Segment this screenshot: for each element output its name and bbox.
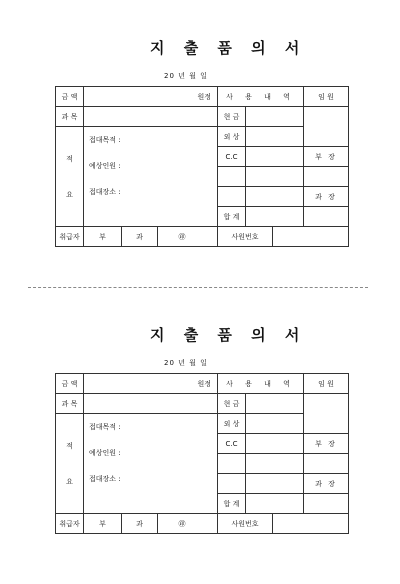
- manager-sign[interactable]: [304, 454, 349, 474]
- expected-people-label: 예상인원 :: [89, 162, 121, 170]
- handler-label: 취급자: [56, 514, 84, 534]
- total-field[interactable]: [246, 494, 304, 514]
- cash-label: 현 금: [218, 107, 246, 127]
- card-label: C.C: [218, 434, 246, 454]
- cash-field[interactable]: [246, 107, 304, 127]
- cut-line: [28, 287, 368, 288]
- summary-label: 적 요: [56, 414, 84, 514]
- blank-cell[interactable]: [218, 454, 246, 474]
- amount-field[interactable]: 원정: [84, 374, 218, 394]
- approver-label: 임 원: [304, 374, 349, 394]
- section-chief-label: 과 장: [304, 187, 349, 207]
- approver-sign[interactable]: [304, 394, 349, 434]
- card-field[interactable]: [246, 434, 304, 454]
- purpose-label: 접대목적 :: [89, 423, 121, 431]
- date-line: 20 년 월 일: [164, 359, 208, 367]
- total-field[interactable]: [246, 207, 304, 227]
- handler-label: 취급자: [56, 227, 84, 247]
- total-label: 합 계: [218, 207, 246, 227]
- dept-label: 부: [84, 514, 122, 534]
- credit-field[interactable]: [246, 414, 304, 434]
- amount-label: 금 액: [56, 374, 84, 394]
- blank-field[interactable]: [246, 454, 304, 474]
- summary-label: 적 요: [56, 127, 84, 227]
- summary-field[interactable]: [84, 414, 218, 514]
- seal-symbol: ㊞: [158, 514, 192, 534]
- blank-cell[interactable]: [218, 187, 246, 207]
- blank-field[interactable]: [246, 167, 304, 187]
- form-title: 지 출 품 의 서: [150, 39, 307, 57]
- section-chief-sign[interactable]: [304, 494, 349, 514]
- summary-field[interactable]: [84, 127, 218, 227]
- account-field[interactable]: [84, 394, 218, 414]
- employee-no-label: 사원번호: [218, 227, 273, 247]
- section-chief-sign[interactable]: [304, 207, 349, 227]
- manager-sign[interactable]: [304, 167, 349, 187]
- card-label: C.C: [218, 147, 246, 167]
- expected-people-label: 예상인원 :: [89, 449, 121, 457]
- date-line: 20 년 월 일: [164, 72, 208, 80]
- employee-no-field[interactable]: [273, 227, 349, 247]
- usage-header: 사 용 내 역: [218, 374, 304, 394]
- purpose-label: 접대목적 :: [89, 136, 121, 144]
- form-title: 지 출 품 의 서: [150, 326, 307, 344]
- cash-field[interactable]: [246, 394, 304, 414]
- dept-label: 부: [84, 227, 122, 247]
- section-label: 과: [122, 227, 158, 247]
- cash-label: 현 금: [218, 394, 246, 414]
- blank-cell: [192, 227, 218, 247]
- expense-table: [55, 86, 349, 247]
- account-label: 과 목: [56, 394, 84, 414]
- place-label: 접대장소 :: [89, 188, 121, 196]
- blank-field[interactable]: [246, 187, 304, 207]
- approver-label: 임 원: [304, 87, 349, 107]
- blank-cell[interactable]: [218, 167, 246, 187]
- card-field[interactable]: [246, 147, 304, 167]
- amount-field[interactable]: 원정: [84, 87, 218, 107]
- section-chief-label: 과 장: [304, 474, 349, 494]
- approver-sign[interactable]: [304, 107, 349, 147]
- blank-cell[interactable]: [218, 474, 246, 494]
- manager-label: 부 장: [304, 147, 349, 167]
- account-label: 과 목: [56, 107, 84, 127]
- total-label: 합 계: [218, 494, 246, 514]
- place-label: 접대장소 :: [89, 475, 121, 483]
- amount-label: 금 액: [56, 87, 84, 107]
- credit-label: 외 상: [218, 127, 246, 147]
- credit-label: 외 상: [218, 414, 246, 434]
- blank-cell: [192, 514, 218, 534]
- manager-label: 부 장: [304, 434, 349, 454]
- credit-field[interactable]: [246, 127, 304, 147]
- section-label: 과: [122, 514, 158, 534]
- employee-no-field[interactable]: [273, 514, 349, 534]
- blank-field[interactable]: [246, 474, 304, 494]
- expense-table: [55, 373, 349, 534]
- employee-no-label: 사원번호: [218, 514, 273, 534]
- account-field[interactable]: [84, 107, 218, 127]
- seal-symbol: ㊞: [158, 227, 192, 247]
- usage-header: 사 용 내 역: [218, 87, 304, 107]
